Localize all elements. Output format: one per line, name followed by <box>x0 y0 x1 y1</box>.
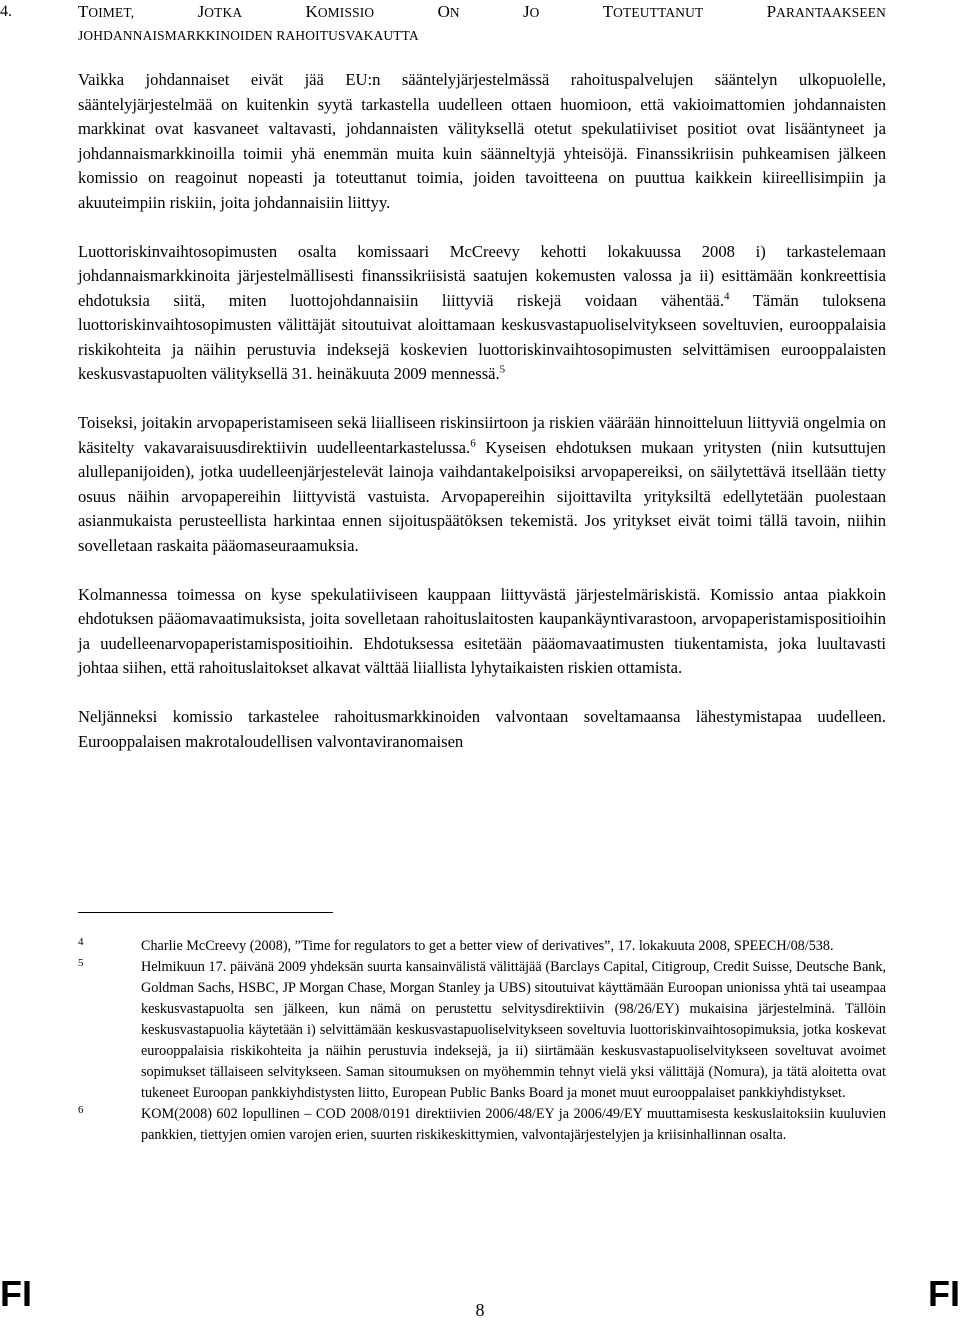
paragraph-2: Luottoriskinvaihtosopimusten osalta komissaari McCreevy kehotti lokakuussa 2008 i) tarkastelemaan johdannaismarkkinoita järjestelmällisesti finanssikriisistä saatujen kokemusten valossa ja ii) esittämään konkreettisia ehdotuksia siitä, miten luottojohdannaisiin liittyviä riskejä voidaan vähentää.$^4$ Tämän tuloksena luottoriskinvaihtosopimusten välittäjät sitoutuivat aloittamaan keskusvastapuoliselvitykseen soveltuvien, eurooppalaisia riskikohteita ja näihin perustuvia indeksejä koskevien luottoriskinvaihtosopimusten selvittämisen eurooppalaisten keskusvastapuolten välityksellä 31. heinäkuuta 2009 mennessä.$^5$ <box>78 241 886 383</box>
footnote-ref-4[interactable]: 4 <box>724 289 730 302</box>
footnote-number: 6 <box>78 1104 84 1116</box>
heading-word: ON <box>437 2 460 21</box>
section-title-line2 <box>78 24 886 47</box>
heading-word: TOTEUTTANUT <box>602 2 704 21</box>
footnote-number: 4 <box>78 936 84 948</box>
footnote-separator <box>78 912 333 913</box>
footnote-6 <box>78 1104 886 1146</box>
footnotes <box>78 936 886 1146</box>
footnote-number: 5 <box>78 957 84 969</box>
paragraph-3: Toiseksi, joitakin arvopaperistamiseen sekä liialliseen riskinsiirtoon ja riskien väärään hinnoitteluun liittyviä ongelmia on käsitelty vakavaraisuusdirektiivin uudelleentarkastelussa.$^6$ Kyseisen ehdotuksen mukaan yritysten (niin kutsuttujen alullepanijoiden), jotka uudelleenjärjestelevät lainoja vaihdantakelpoisiksi arvopapereiksi, on säilytettävä itsellään tietty osuus näihin arvopapereihin liittyvistä vastuista. Arvopapereihin sijoittavilta yrityksiltä edellytetään puolestaan asianmukaista perusteellista harkintaa ennen sijoituspäätöksen tekemistä. Jos yritykset eivät toimi tällä tavoin, niihin sovelletaan raskaita pääomaseuraamuksia. <box>78 413 886 555</box>
footnote-ref-5[interactable]: 5 <box>499 363 506 376</box>
page-footer <box>0 1272 960 1320</box>
heading-word: JOTKA <box>197 2 243 21</box>
page-number: 8 <box>475 1300 485 1320</box>
footnote-text: KOM(2008) 602 lopullinen – COD 2008/0191 direktiivien 2006/48/EY ja 2006/49/EY muuttamisesta keskuslaitoksiin kuuluvien pankkien, tiettyjen omien varojen erien, suurten riskikeskittymien, valvontajärjestelyjen ja kriisinhallinnan osalta. <box>141 1106 886 1143</box>
footnote-text: Charlie McCreevy (2008), ”Time for regulators to get a better view of derivatives”, 17. lokakuuta 2008, SPEECH/08/538. <box>141 938 834 954</box>
footnote-text: Helmikuun 17. päivänä 2009 yhdeksän suurta kansainvälistä välittäjää (Barclays Capital, Citigroup, Credit Suisse, Deutsche Bank, Goldman Sachs, HSBC, JP Morgan Chase, Morgan Stanley ja UBS) sitoutuivat käyttämään Euroopan unionissa yhtä tai useampaa keskusvastapuolta sen jälkeen, kun nämä on perustettu selvitysdirektiivin (98/26/EY) mukaisina järjestelminä. Tällöin keskusvastapuolia käytetään i) selvittämään keskusvastapuoliselvitykseen soveltuvia luottoriskinvaihtosopimuksia, jotka koskevat eurooppalaisia riskikohteita ja näihin perustuvia indeksejä, ja ii) siirtämään keskusvastapuoliselvitykseen soveltuvat avoimet sopimukset tällaiseen selvitykseen. Saman sitoumuksen on myöhemmin tehnyt vielä yksi välittäjä (Nomura), ja tätä aloitetta ovat tukeneet Euroopan pankkiyhdistysten liitto, European Public Banks Board ja monet muut eurooppalaiset pankkiyhdistykset. <box>141 959 886 1101</box>
heading-word: JO <box>523 2 540 21</box>
section-title-line1 <box>78 0 886 24</box>
paragraph-1: Vaikka johdannaiset eivät jää EU:n sääntelyjärjestelmässä rahoituspalvelujen sääntelyn ulkopuolelle, sääntelyjärjestelmää on kuitenkin syytä tarkastella uudelleen ottaen huomioon, että vakioimattomien johdannaisten markkinat ovat kasvaneet valtavasti, johdannaisten välityksellä otetut spekulatiiviset positiot ovat lisääntyneet ja johdannaismarkkinoilla toimii yhä enemmän muita kuin säänneltyjä yhteisöjä. Finanssikriisin puhkeamisen jälkeen komissio on reagoinut nopeasti ja toteuttanut toimia, joiden tavoitteena on puuttua kaikkein kiireellisimpiin ja akuuteimpiin riskiin, joita johdannaisiin liittyy. <box>78 70 886 212</box>
footnote-4 <box>78 936 886 957</box>
paragraph-4: Kolmannessa toimessa on kyse spekulatiiviseen kauppaan liittyvästä järjestelmäriskistä. Komissio antaa piakkoin ehdotuksen pääomavaatimuksista, joita sovelletaan rahoituslaitosten kaupankäyntivarastoon, arvopaperistamispositioihin ja uudelleenarvopaperistamispositioihin. Ehdotuksessa esitetään pääomavaatimusten tiukentamista, joka luultavasti johtaa siihen, että rahoituslaitokset alkavat välttää liiallista lyhytaikaisten riskien ottamista. <box>78 584 886 677</box>
section-heading <box>0 0 887 47</box>
language-code-left: FI <box>0 1273 32 1314</box>
footnote-5 <box>78 957 886 1104</box>
heading-line2-text: JOHDANNAISMARKKINOIDEN RAHOITUSVAKAUTTA <box>78 28 419 43</box>
language-code-right: FI <box>928 1273 960 1314</box>
heading-word: KOMISSIO <box>305 2 375 21</box>
heading-word: TOIMET, <box>78 2 135 21</box>
heading-word: PARANTAAKSEEN <box>766 2 887 21</box>
paragraph-5: Neljänneksi komissio tarkastelee rahoitusmarkkinoiden valvontaan soveltamaansa lähestymistapaa uudelleen. Eurooppalaisen makrotaloudellisen valvontaviranomaisen <box>78 707 886 751</box>
document-body <box>78 68 886 754</box>
footnote-ref-6[interactable]: 6 <box>470 436 476 449</box>
section-number: 4. <box>0 3 12 20</box>
